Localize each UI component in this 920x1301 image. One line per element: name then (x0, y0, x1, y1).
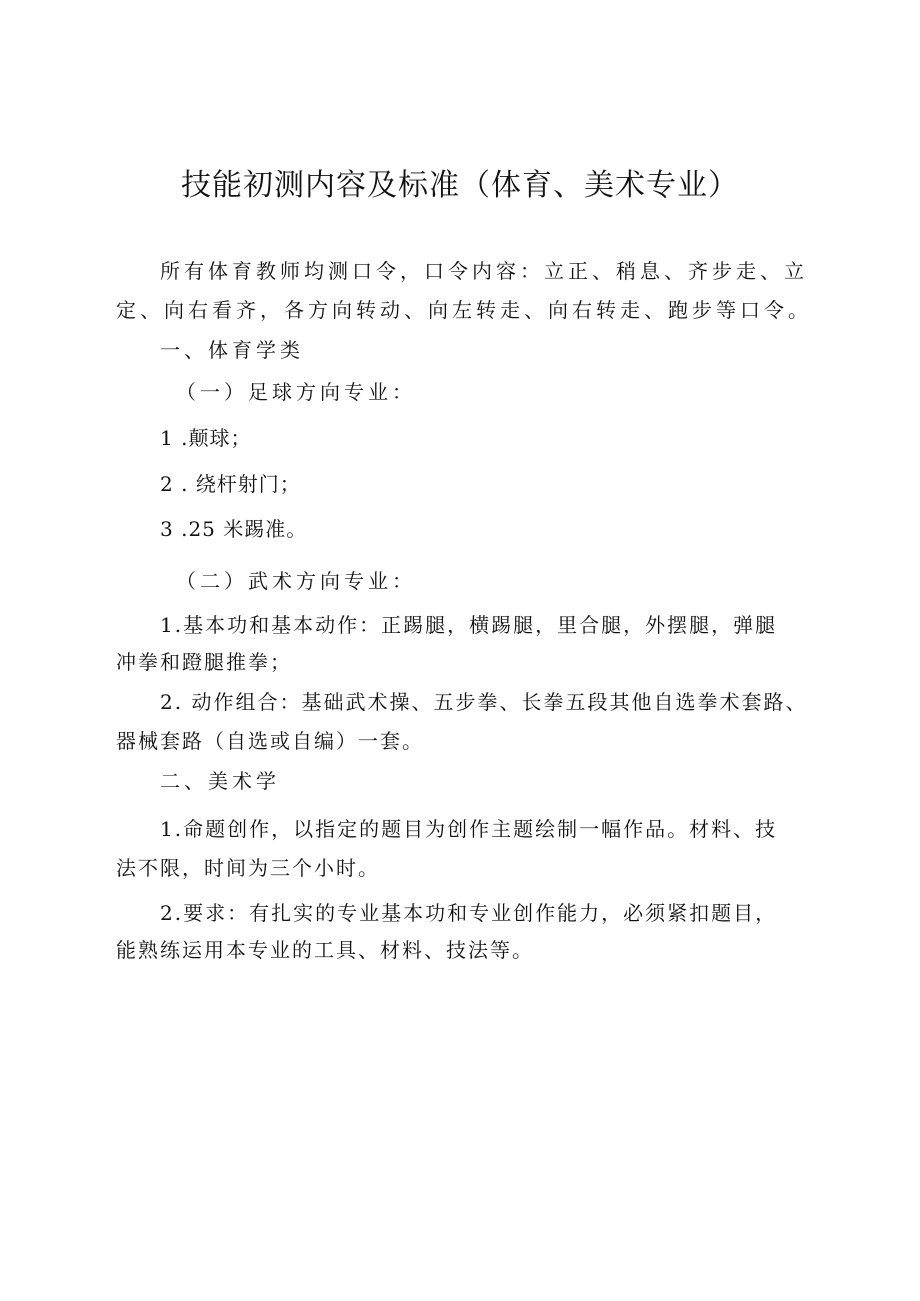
document-title: 技能初测内容及标准（体育、美术专业） (181, 168, 739, 203)
football-item-1: 1 .颠球； (160, 426, 252, 450)
wushu-item2-line-2: 器械套路（自选或自编）一套。 (116, 729, 424, 753)
art-item1-line-2: 法不限，时间为三个小时。 (116, 856, 380, 880)
football-item-2: 2 . 绕杆射门； (160, 472, 301, 496)
football-heading: （一）足球方向专业： (176, 380, 416, 404)
wushu-item2-line-1: 2. 动作组合：基础武术操、五步拳、长拳五段其他自选拳术套路、 (160, 690, 808, 714)
wushu-item1-line-1: 1.基本功和基本动作：正踢腿，横踢腿，里合腿，外摆腿，弹腿 (160, 613, 778, 637)
intro-line-2: 定、向右看齐，各方向转动、向左转走、向右转走、跑步等口令。 (116, 298, 812, 322)
section2-heading: 二、美术学 (160, 769, 280, 793)
wushu-item1-line-2: 冲拳和蹬腿推拳； (116, 650, 292, 674)
art-item2-line-2: 能熟练运用本专业的工具、材料、技法等。 (116, 938, 534, 962)
section1-heading: 一、体育学类 (160, 338, 304, 362)
football-item-3: 3 .25 米踢准。 (160, 517, 308, 541)
art-item2-line-1: 2.要求：有扎实的专业基本功和专业创作能力，必须紧扣题目， (160, 901, 778, 925)
wushu-heading: （二）武术方向专业： (176, 569, 416, 593)
intro-line-1: 所有体育教师均测口令，口令内容：立正、稍息、齐步走、立 (160, 259, 808, 283)
art-item1-line-1: 1.命题创作，以指定的题目为创作主题绘制一幅作品。材料、技 (160, 817, 778, 841)
